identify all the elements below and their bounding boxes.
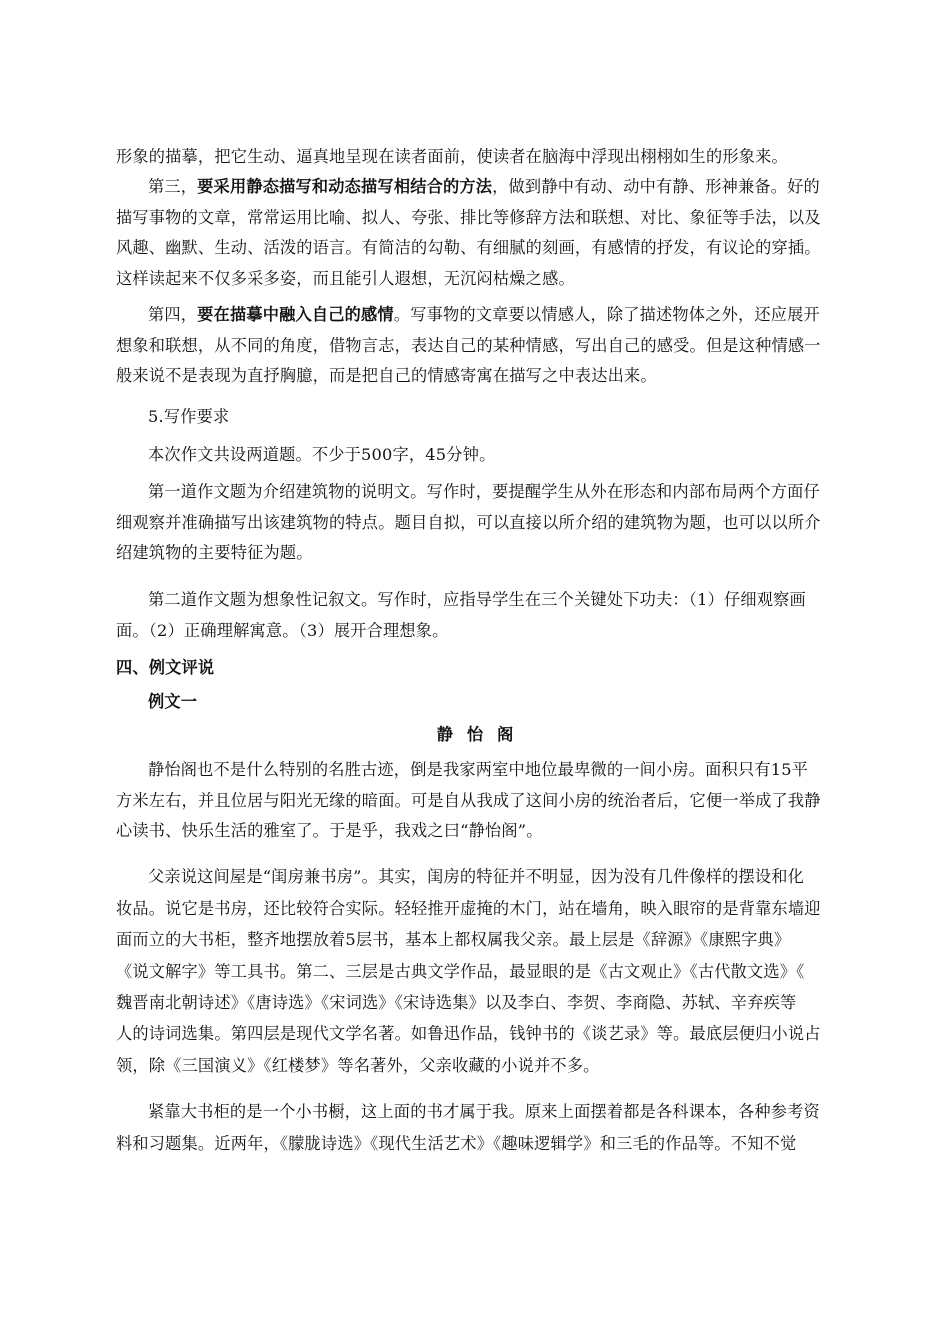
paragraph-line — [148, 304, 868, 326]
paragraph-line: 面而立的大书柜，整齐地摆放着5层书，基本上都权属我父亲。最上层是《辞源》《康熙字典》 — [116, 930, 791, 949]
paragraph-line: 第一道作文题为介绍建筑物的说明文。写作时，要提醒学生从外在形态和内部布局两个方面仔 — [148, 482, 820, 501]
section-heading: 四、例文评说 — [116, 658, 215, 677]
essay-title: 静怡阁 — [436, 725, 528, 744]
text-run: 。写事物的文章要以情感人，除了描述物体之外，还应展开 — [393, 305, 820, 324]
paragraph-line: 紧靠大书柜的是一个小书橱，这上面的书才属于我。原来上面摆着都是各科课本，各种参考资 — [148, 1102, 820, 1121]
paragraph-line: 描写事物的文章，常常运用比喻、拟人、夸张、排比等修辞方法和联想、对比、象征等手法，以及 — [116, 208, 821, 227]
bold-emphasis: 要采用静态描写和动态描写相结合的方法 — [197, 177, 493, 196]
paragraph-line: 风趣、幽默、生动、活泼的语言。有简洁的勾勒、有细腻的刻画，有感情的抒发，有议论的穿插。 — [116, 238, 821, 257]
text-run: ，做到静中有动、动中有静、形神兼备。好的 — [492, 177, 820, 196]
paragraph-line: 《说文解字》等工具书。第二、三层是古典文学作品，最显眼的是《古文观止》《古代散文选》《 — [116, 962, 805, 981]
paragraph-line: 绍建筑物的主要特征为题。 — [116, 543, 313, 562]
paragraph-line — [148, 176, 868, 198]
text-run: 第四， — [148, 305, 198, 324]
paragraph-line: 静怡阁也不是什么特别的名胜古迹，倒是我家两室中地位最卑微的一间小房。面积只有15平 — [148, 760, 809, 779]
paragraph-line: 般来说不是表现为直抒胸臆，而是把自己的情感寄寓在描写之中表达出来。 — [116, 366, 657, 385]
paragraph-line: 第二道作文题为想象性记叙文。写作时，应指导学生在三个关键处下功夫：（1）仔细观察画 — [148, 590, 806, 609]
text-run: 第三， — [148, 177, 198, 196]
paragraph-line: 魏晋南北朝诗述》《唐诗选》《宋词选》《宋诗选集》以及李白、李贺、李商隐、苏轼、辛弃疾等 — [116, 993, 797, 1012]
bold-emphasis: 要在描摹中融入自己的感情 — [197, 305, 394, 324]
section-subheading: 5.写作要求 — [148, 407, 230, 426]
paragraph-line: 这样读起来不仅多采多姿，而且能引人遐想，无沉闷枯燥之感。 — [116, 269, 575, 288]
paragraph-line: 形象的描摹，把它生动、逼真地呈现在读者面前，使读者在脑海中浮现出栩栩如生的形象来。 — [116, 147, 788, 166]
paragraph-line: 方米左右，并且位居与阳光无缘的暗面。可是自从我成了这间小房的统治者后，它便一举成了我静 — [116, 791, 821, 810]
example-heading: 例文一 — [148, 692, 198, 711]
paragraph-line: 本次作文共设两道题。不少于500字，45分钟。 — [148, 445, 496, 464]
paragraph-line: 料和习题集。近两年，《朦胧诗选》《现代生活艺术》《趣味逻辑学》和三毛的作品等。不知不觉 — [116, 1134, 797, 1153]
paragraph-line: 想象和联想，从不同的角度，借物言志，表达自己的某种情感，写出自己的感受。但是这种情感一 — [116, 336, 821, 355]
paragraph-line: 细观察并准确描写出该建筑物的特点。题目自拟，可以直接以所介绍的建筑物为题，也可以以所介 — [116, 513, 821, 532]
paragraph-line: 妆品。说它是书房，还比较符合实际。轻轻推开虚掩的木门，站在墙角，映入眼帘的是背靠东墙迎 — [116, 899, 821, 918]
paragraph-line: 心读书、快乐生活的雅室了。于是乎，我戏之曰“静怡阁”。 — [116, 821, 543, 840]
paragraph-line: 父亲说这间屋是“闺房兼书房”。其实，闺房的特征并不明显，因为没有几件像样的摆设和化 — [148, 867, 805, 886]
paragraph-line: 人的诗词选集。第四层是现代文学名著。如鲁迅作品，钱钟书的《谈艺录》等。最底层便归小说占 — [116, 1024, 821, 1043]
paragraph-line: 面。（2）正确理解寓意。（3）展开合理想象。 — [116, 621, 449, 640]
paragraph-line: 领，除《三国演义》《红楼梦》等名著外，父亲收藏的小说并不多。 — [116, 1056, 600, 1075]
